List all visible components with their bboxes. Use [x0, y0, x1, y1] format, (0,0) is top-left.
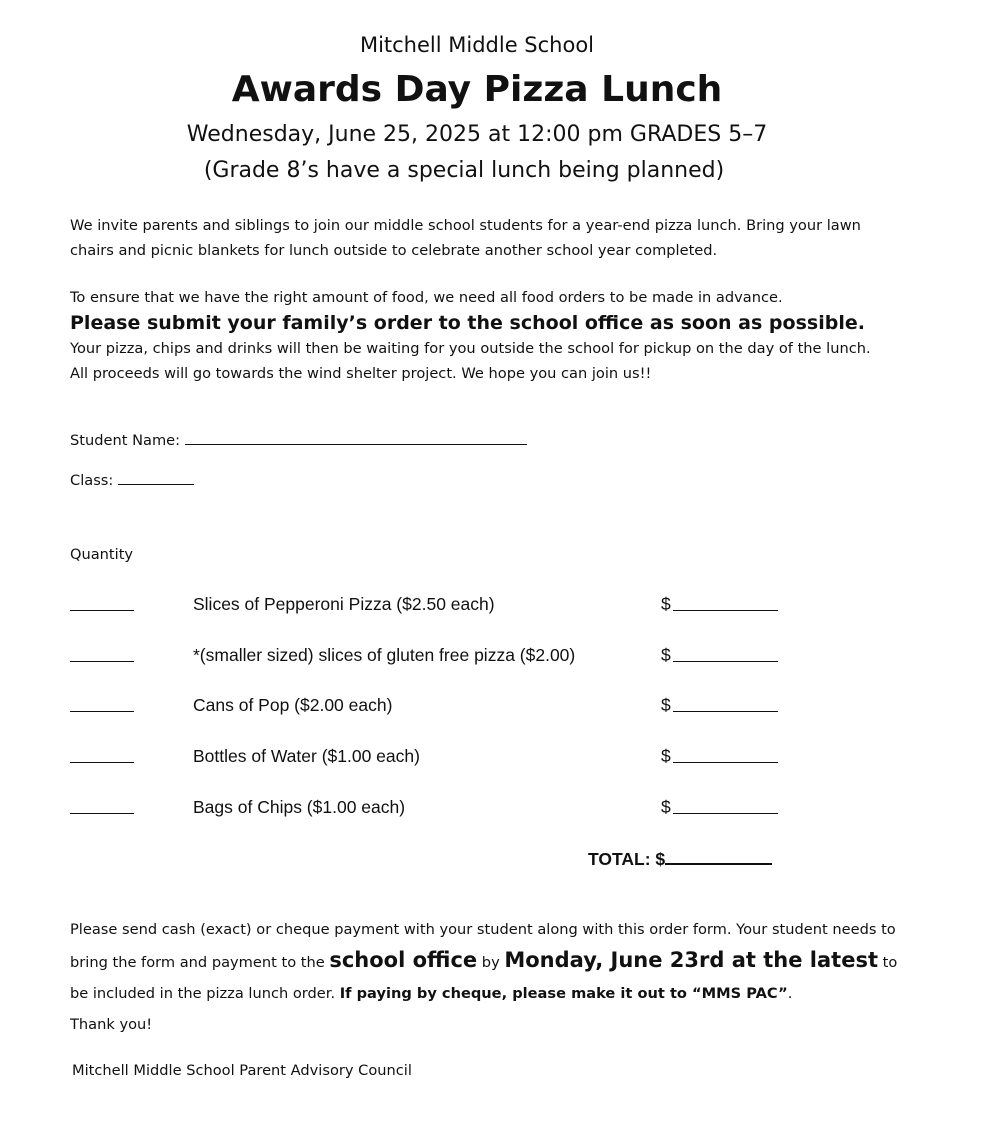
school-name: Mitchell Middle School	[359, 33, 595, 57]
order-row-pepperoni	[0, 594, 998, 624]
dollar-sign: $	[661, 594, 671, 614]
item-label: Bottles of Water ($1.00 each)	[193, 746, 420, 766]
student-name-input-line[interactable]	[185, 427, 527, 445]
order-info-line1: To ensure that we have the right amount of food, we need all food orders to be made in advance.	[70, 289, 783, 306]
item-label: Bags of Chips ($1.00 each)	[193, 797, 406, 817]
order-row-chips	[0, 797, 998, 827]
payment-text-1: Please send cash (exact) or cheque payment with your student along with this order form. Your student needs to bring the form and payment to the	[70, 921, 896, 971]
order-info-emphasis: Please submit your family’s order to the school office as soon as possible.	[70, 311, 865, 334]
payment-by: by	[477, 954, 505, 971]
amount-input-line[interactable]	[673, 610, 778, 611]
payment-end: .	[787, 985, 793, 1002]
amount-input-line[interactable]	[673, 813, 778, 814]
cheque-note: If paying by cheque, please make it out to “MMS PAC”	[339, 985, 788, 1002]
order-info-paragraph	[70, 286, 890, 386]
order-info-rest: Your pizza, chips and drinks will then be waiting for you outside the school for pickup on the day of the lunch. All proceeds will go towards the wind shelter project. We hope you can join us!!	[70, 340, 871, 382]
grade8-note: (Grade 8’s have a special lunch being planned)	[203, 158, 725, 183]
dollar-sign: $	[661, 695, 671, 715]
class-field	[70, 467, 194, 489]
dollar-sign: $	[661, 797, 671, 817]
total-label: TOTAL: $	[588, 849, 666, 869]
total-input-line[interactable]	[665, 846, 772, 865]
quantity-input-line[interactable]	[70, 610, 134, 611]
amount-input-line[interactable]	[673, 762, 778, 763]
quantity-input-line[interactable]	[70, 762, 134, 763]
item-label: Slices of Pepperoni Pizza ($2.50 each)	[193, 594, 495, 614]
quantity-input-line[interactable]	[70, 711, 134, 712]
form-title: Awards Day Pizza Lunch	[231, 69, 723, 110]
intro-paragraph: We invite parents and siblings to join our middle school students for a year-end pizza lunch. Bring your lawn chairs and picnic blankets for lunch outside to celebrate another school year completed.	[70, 217, 861, 259]
class-input-line[interactable]	[118, 467, 194, 485]
order-row-pop	[0, 695, 998, 725]
order-row-water	[0, 746, 998, 776]
signature-text: Mitchell Middle School Parent Advisory Council	[72, 1062, 412, 1079]
order-row-gluten-free	[0, 645, 998, 675]
item-label: *(smaller sized) slices of gluten free pizza ($2.00)	[193, 645, 576, 665]
payment-office: school office	[329, 948, 478, 972]
student-name-field	[70, 427, 527, 449]
payment-text-2: to be included in the pizza lunch order.	[70, 954, 898, 1002]
payment-paragraph	[70, 914, 900, 1009]
total-field	[588, 846, 772, 870]
item-label: Cans of Pop ($2.00 each)	[193, 695, 393, 715]
student-name-label: Student Name:	[70, 432, 181, 449]
payment-deadline: Monday, June 23rd at the latest	[504, 948, 878, 972]
amount-input-line[interactable]	[673, 711, 778, 712]
dollar-sign: $	[661, 746, 671, 766]
quantity-header: Quantity	[70, 546, 134, 563]
amount-input-line[interactable]	[673, 661, 778, 662]
quantity-input-line[interactable]	[70, 813, 134, 814]
thank-you-text: Thank you!	[70, 1016, 153, 1033]
dollar-sign: $	[661, 645, 671, 665]
class-label: Class:	[70, 472, 114, 489]
event-date-line: Wednesday, June 25, 2025 at 12:00 pm GRADES 5–7	[186, 122, 768, 147]
quantity-input-line[interactable]	[70, 661, 134, 662]
